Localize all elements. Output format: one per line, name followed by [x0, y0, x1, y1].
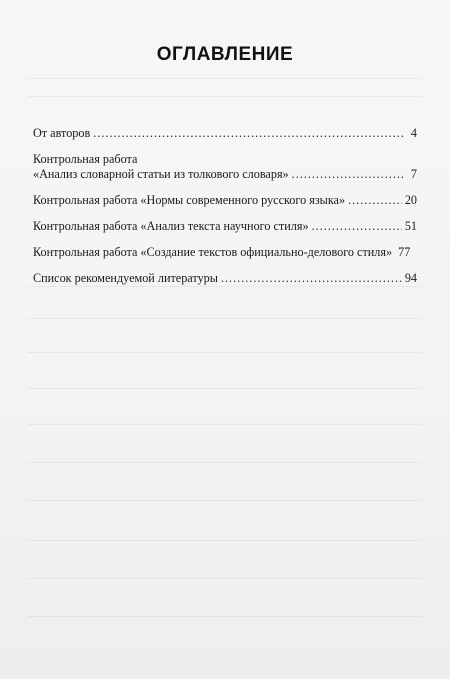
- toc-entry-page: 94: [404, 271, 417, 285]
- toc-entry-label-line1: Контрольная работа: [33, 152, 138, 166]
- page-title: ОГЛАВЛЕНИЕ: [156, 44, 294, 65]
- bleed-through-line: [28, 424, 422, 425]
- toc-entry-label: Список рекомендуемой литературы: [33, 271, 218, 285]
- bleed-through-line: [28, 96, 422, 97]
- toc-entry-bibliography[interactable]: [33, 271, 417, 285]
- bleed-through-line: [28, 578, 422, 579]
- toc-entry-label: От авторов: [33, 126, 91, 140]
- bleed-through-line: [28, 540, 422, 541]
- dot-leader: [221, 271, 402, 285]
- toc-entry-official-texts[interactable]: [33, 245, 417, 259]
- dot-leader: [292, 167, 404, 181]
- bleed-through-line: [28, 318, 422, 319]
- bleed-through-line: [28, 462, 422, 463]
- bleed-through-line: [28, 388, 422, 389]
- toc-entry-label: Контрольная работа «Нормы современного русского языка»: [33, 193, 346, 207]
- bleed-through-line: [28, 352, 422, 353]
- toc-entry-page: 77: [398, 245, 411, 259]
- bleed-through-line: [28, 78, 422, 79]
- dot-leader: [93, 126, 404, 140]
- toc-entry-page: 51: [404, 219, 417, 233]
- toc-entry-page: 20: [404, 193, 417, 207]
- toc-entry-scientific-text[interactable]: [33, 219, 417, 233]
- toc-entry-dictionary-analysis[interactable]: [33, 152, 417, 181]
- toc-entry-label: Контрольная работа «Анализ текста научного стиля»: [33, 219, 309, 233]
- dot-leader: [348, 193, 402, 207]
- toc-entry-label-line2: «Анализ словарной статьи из толкового словаря»: [33, 167, 289, 181]
- toc-entry-page: 7: [410, 167, 417, 181]
- toc-entry-label: Контрольная работа «Создание текстов официально-делового стиля»: [33, 245, 393, 259]
- toc-entry-authors[interactable]: [33, 126, 417, 140]
- bleed-through-line: [28, 500, 422, 501]
- table-of-contents: [33, 126, 417, 297]
- dot-leader: [312, 219, 402, 233]
- toc-entry-page: 4: [410, 126, 417, 140]
- toc-entry-language-norms[interactable]: [33, 193, 417, 207]
- bleed-through-line: [28, 616, 422, 617]
